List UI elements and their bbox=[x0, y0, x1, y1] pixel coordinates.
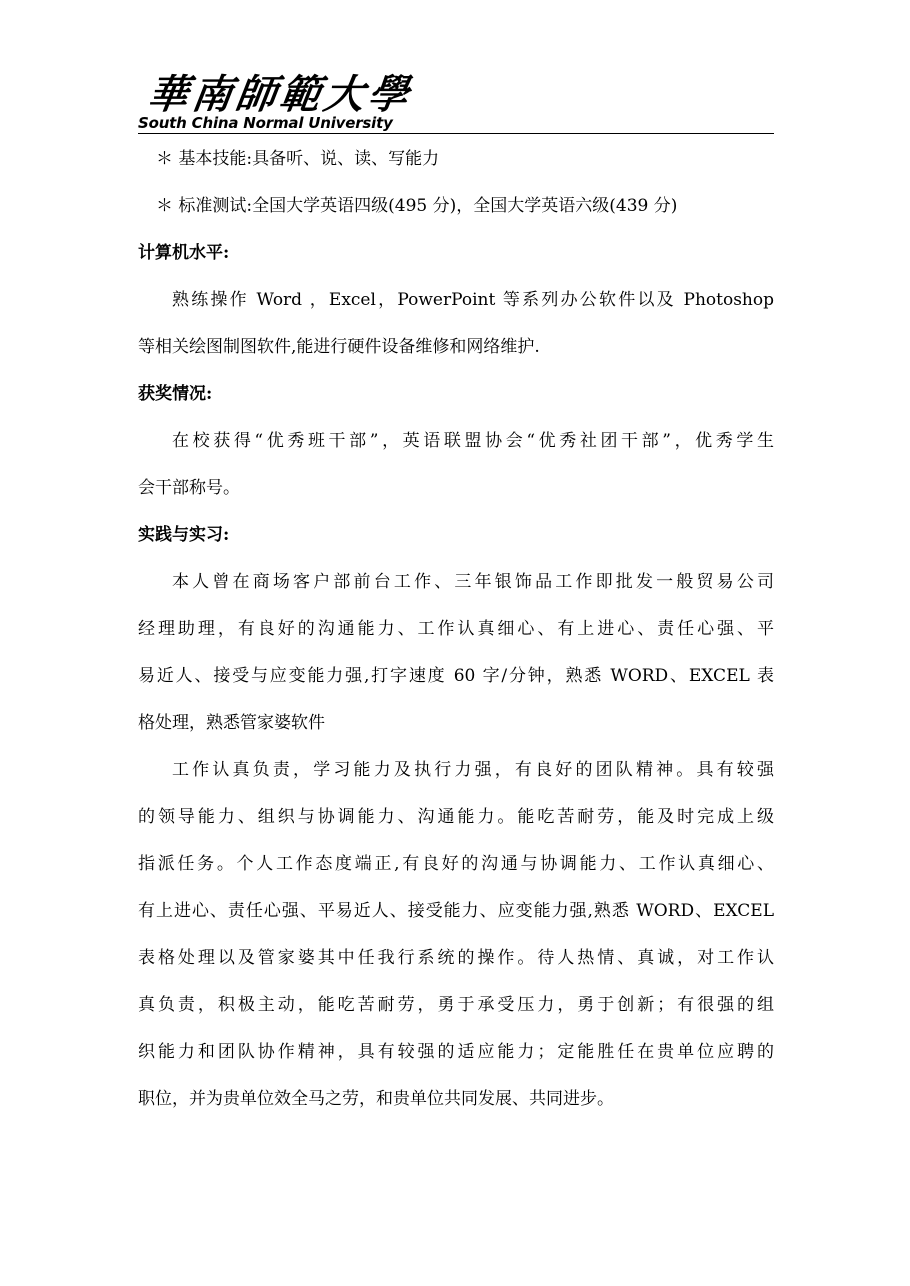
section-heading-computer: 计算机水平: bbox=[138, 243, 230, 263]
practice-text-line: 经理助理，有良好的沟通能力、工作认真细心、有上进心、责任心强、平 bbox=[138, 619, 774, 639]
practice-text-line: 易近人、接受与应变能力强,打字速度 60 字/分钟，熟悉 WORD、EXCEL 表 bbox=[138, 666, 774, 686]
computer-text-line: 等相关绘图制图软件,能进行硬件设备维修和网络维护. bbox=[138, 337, 540, 357]
university-logo-chinese: 華南師範大學 bbox=[144, 71, 416, 118]
university-logo-english: South China Normal University bbox=[138, 114, 393, 132]
practice-text-line: 职位，并为贵单位效全马之劳，和贵单位共同发展、共同进步。 bbox=[138, 1089, 614, 1109]
section-heading-practice: 实践与实习: bbox=[138, 525, 230, 545]
practice-text-line: 工作认真负责，学习能力及执行力强，有良好的团队精神。具有较强 bbox=[172, 760, 774, 780]
practice-text-line: 表格处理以及管家婆其中任我行系统的操作。待人热情、真诚，对工作认 bbox=[138, 948, 774, 968]
practice-text-line: 指派任务。个人工作态度端正,有良好的沟通与协调能力、工作认真细心、 bbox=[138, 854, 774, 874]
skill-bullet-test: ＊ 标准测试:全国大学英语四级(495 分)，全国大学英语六级(439 分) bbox=[156, 196, 678, 216]
awards-text-line: 会干部称号。 bbox=[138, 478, 240, 498]
practice-text-line: 织能力和团队协作精神，具有较强的适应能力；定能胜任在贵单位应聘的 bbox=[138, 1042, 774, 1062]
practice-text-line: 格处理，熟悉管家婆软件 bbox=[138, 713, 325, 733]
practice-text-line: 有上进心、责任心强、平易近人、接受能力、应变能力强,熟悉 WORD、EXCEL bbox=[138, 901, 774, 921]
practice-text-line: 的领导能力、组织与协调能力、沟通能力。能吃苦耐劳，能及时完成上级 bbox=[138, 807, 774, 827]
practice-text-line: 本人曾在商场客户部前台工作、三年银饰品工作即批发一般贸易公司 bbox=[172, 572, 774, 592]
page-header bbox=[138, 72, 774, 136]
skill-bullet-basic: ＊ 基本技能:具备听、说、读、写能力 bbox=[156, 149, 440, 169]
practice-text-line: 真负责，积极主动，能吃苦耐劳，勇于承受压力，勇于创新；有很强的组 bbox=[138, 995, 774, 1015]
computer-text-line: 熟练操作 Word ，Excel，PowerPoint 等系列办公软件以及 Photoshop bbox=[172, 290, 774, 310]
resume-content bbox=[138, 136, 774, 1123]
section-heading-awards: 获奖情况: bbox=[138, 384, 213, 404]
awards-text-line: 在校获得“优秀班干部”，英语联盟协会“优秀社团干部”，优秀学生 bbox=[172, 431, 774, 451]
header-divider bbox=[138, 133, 774, 134]
